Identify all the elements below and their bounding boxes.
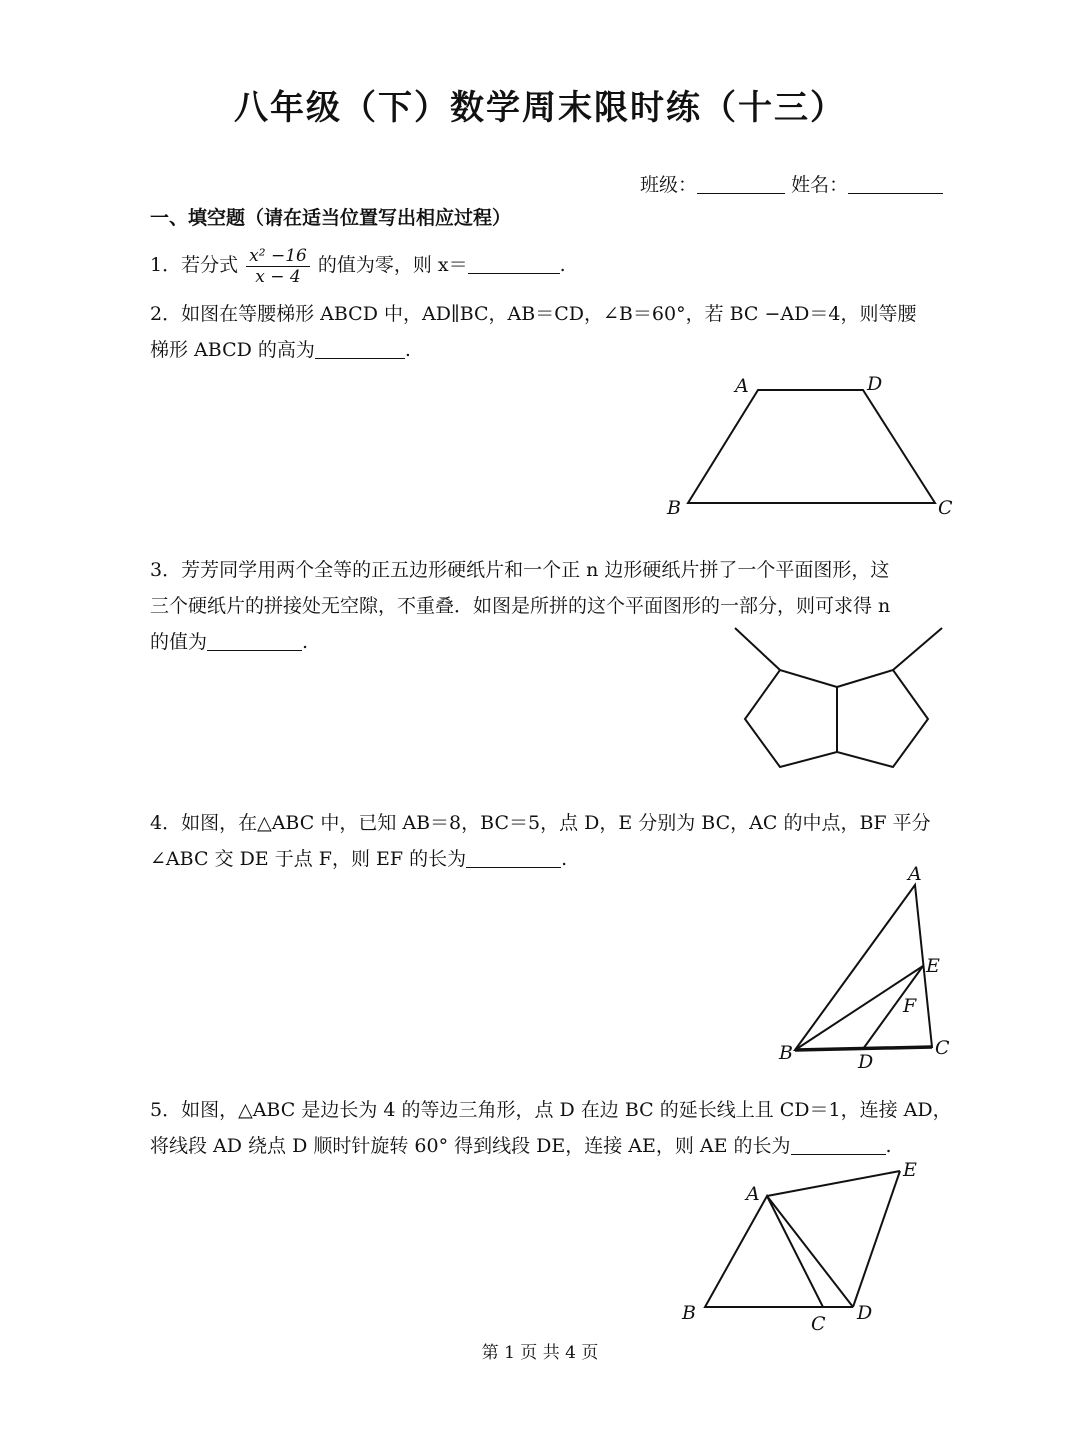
segment-ae: [767, 1171, 900, 1196]
q1-denominator: x − 4: [255, 266, 301, 287]
q2-line2: 梯形 ABCD 的高为: [150, 339, 315, 361]
q5-label-a: A: [746, 1183, 760, 1205]
section-title: 一、填空题（请在适当位置写出相应过程）: [150, 207, 512, 229]
q3-line1: 3．芳芳同学用两个全等的正五边形硬纸片和一个正 n 边形硬纸片拼了一个平面图形，这: [150, 559, 890, 581]
q5-line2: 将线段 AD 绕点 D 顺时针旋转 60° 得到线段 DE，连接 AE，则 AE 的长为: [150, 1135, 791, 1157]
q4-label-d: D: [858, 1051, 874, 1073]
q2-label-a: A: [735, 375, 749, 397]
q4-end: .: [561, 848, 568, 870]
q4-label-c: C: [935, 1037, 950, 1059]
q3-end: .: [302, 631, 309, 653]
triangle-abc-q5: [705, 1196, 823, 1307]
q1-end: .: [559, 254, 566, 276]
name-label: 姓名：: [791, 174, 849, 196]
q5-label-c: C: [811, 1313, 826, 1335]
q4-line1: 4．如图，在△ABC 中，已知 AB＝8，BC＝5，点 D，E 分别为 BC，AC 的中点，BF 平分: [150, 812, 931, 834]
class-label: 班级：: [640, 174, 698, 196]
q4-line2: ∠ABC 交 DE 于点 F，则 EF 的长为: [150, 848, 467, 870]
segment-ad: [767, 1196, 853, 1307]
q1-text-before: 1．若分式: [150, 254, 239, 276]
q5-line1: 5．如图，△ABC 是边长为 4 的等边三角形，点 D 在边 BC 的延长线上且 CD＝1，连接 AD，: [150, 1099, 952, 1121]
q5-label-b: B: [682, 1302, 696, 1324]
page-title: 八年级（下）数学周末限时练（十三）: [234, 88, 846, 128]
q2-label-d: D: [867, 373, 883, 395]
q3-line3: 的值为: [150, 631, 208, 653]
q1-text-after: 的值为零，则 x＝: [317, 254, 468, 276]
q4-label-f: F: [903, 995, 917, 1017]
segment-de-q5: [853, 1171, 900, 1307]
q5-label-e: E: [903, 1159, 917, 1181]
q4-label-a: A: [908, 863, 922, 885]
q5-end: .: [885, 1135, 892, 1157]
q2-label-b: B: [667, 497, 681, 519]
q5-label-d: D: [857, 1302, 873, 1324]
q1-numerator: x² −16: [246, 246, 310, 267]
q4-label-e: E: [926, 955, 940, 977]
q2-end: .: [404, 339, 411, 361]
page-footer: 第 1 页 共 4 页: [481, 1343, 599, 1363]
q2-label-c: C: [938, 497, 953, 519]
q2-line1: 2．如图在等腰梯形 ABCD 中，AD∥BC，AB＝CD，∠B＝60°，若 BC −AD＝4，则等腰: [150, 303, 917, 325]
q4-label-b: B: [779, 1042, 793, 1064]
q3-line2: 三个硬纸片的拼接处无空隙，不重叠．如图是所拼的这个平面图形的一部分，则可求得 n: [150, 595, 891, 617]
